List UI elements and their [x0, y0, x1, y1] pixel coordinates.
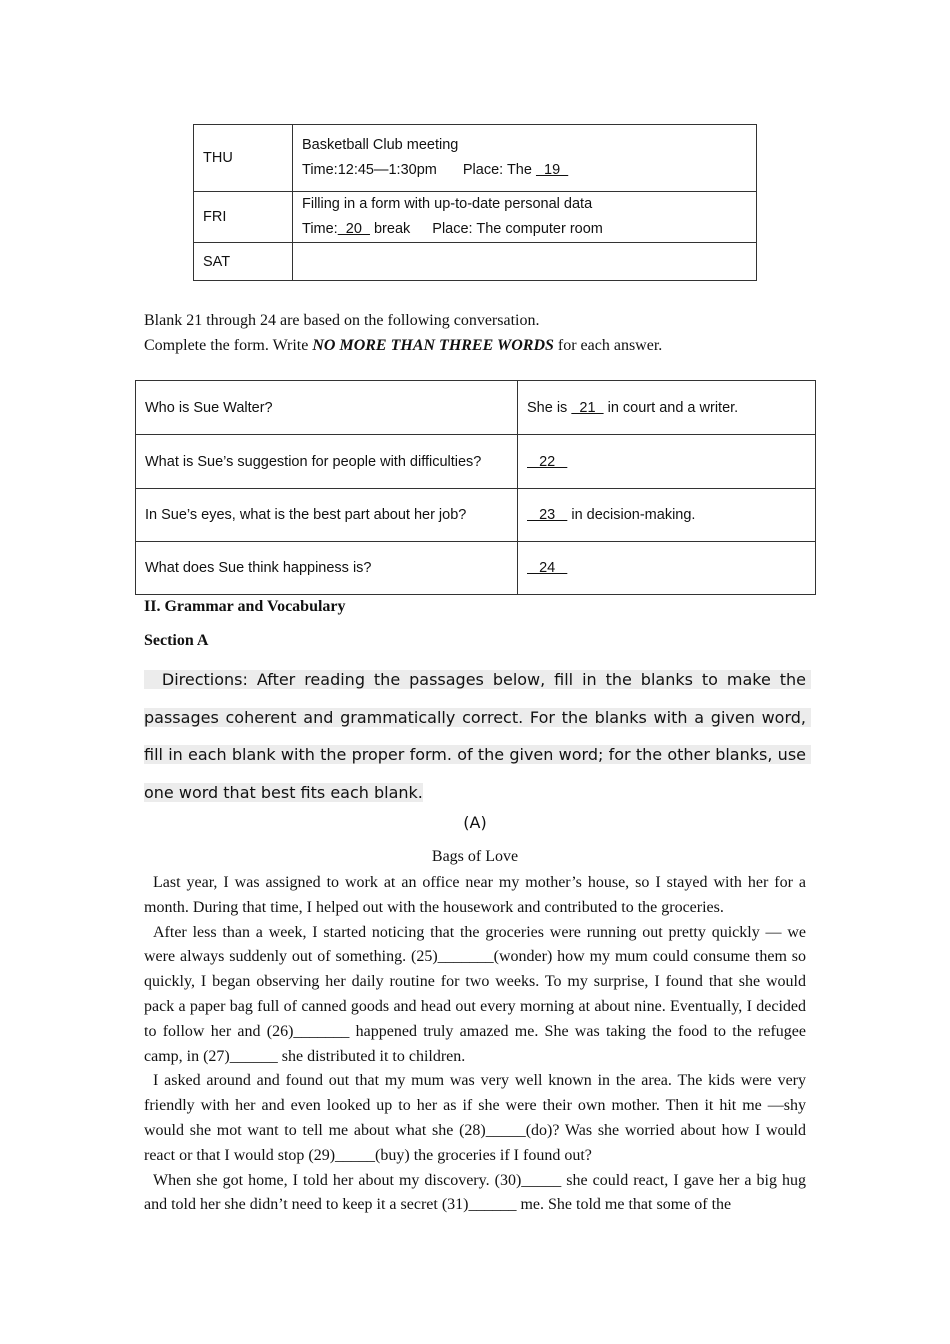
conversation-form-table	[135, 380, 816, 595]
blank-20: 20	[337, 221, 370, 237]
form-instructions	[144, 308, 806, 358]
blank-24: 24	[527, 560, 568, 576]
form-answer	[518, 489, 816, 542]
blank-22: 22	[527, 453, 568, 470]
answer-suffix: in decision-making.	[567, 507, 696, 523]
passage-paragraph: After less than a week, I started noticing that the groceries were running out pretty quickly — we were always suddenly out of something. (25)_______(wonder) how my mum could consume them so quickly, I began observing her daily routine for two weeks. To my surprise, I found that she would pack a paper bag full of canned goods and head out every morning at about nine. Eventually, I decided to follow her and (26)_______ happened truly amazed me. She was taking the food to the refugee camp, in (27)______ she distributed it to children.	[144, 923, 806, 1065]
passage-title: Bags of Love	[431, 848, 519, 865]
blank-19: 19	[535, 162, 569, 178]
passage-paragraph: When she got home, I told her about my discovery. (30)_____ she could react, I gave her a big hug and told her she didn’t need to keep it a secret (31)______ me. She told me that some of the	[144, 1171, 806, 1214]
form-row	[136, 435, 816, 489]
directions-paragraph	[144, 661, 812, 811]
event-time: Time:	[302, 221, 338, 237]
passage-body	[144, 871, 806, 1218]
form-answer	[518, 542, 816, 595]
event-details	[302, 158, 747, 183]
passage-paragraph: Last year, I was assigned to work at an office near my mother’s house, so I stayed with her for a month. During that time, I helped out with the housework and contributed to the groceries.	[144, 874, 806, 916]
instruction-emphasis: NO MORE THAN THREE WORDS	[312, 337, 554, 354]
event-place: Place: The computer room	[432, 221, 603, 237]
instruction-text-end: for each answer.	[553, 337, 663, 354]
section-subheading: Section A	[144, 632, 209, 649]
form-answer	[518, 435, 816, 489]
event-time-suffix: break	[369, 221, 411, 237]
form-question: What does Sue think happiness is?	[136, 542, 518, 595]
form-question: What is Sue’s suggestion for people with difficulties?	[136, 435, 518, 489]
form-row	[136, 542, 816, 595]
passage-paragraph: I asked around and found out that my mum was very well known in the area. The kids were very friendly with her and even looked up to her as if she were their own mother. Then it hit me —shy would she mot want to tell me about what she (28)_____(do)? Was she worried about how I would react or that I would stop (29)_____(buy) the groceries if I found out?	[144, 1072, 806, 1164]
day-cell: FRI	[194, 192, 293, 243]
form-answer	[518, 381, 816, 435]
schedule-row-fri	[194, 192, 757, 243]
event-title: Filling in a form with up-to-date personal data	[302, 196, 593, 212]
schedule-row-sat	[194, 243, 757, 281]
instruction-text: Complete the form. Write	[144, 337, 313, 354]
schedule-table	[193, 124, 757, 281]
event-place: Place: The	[462, 162, 536, 178]
event-cell	[293, 192, 757, 243]
blank-23: 23	[527, 507, 568, 523]
instruction-line-2	[144, 333, 806, 358]
blank-21: 21	[571, 399, 604, 416]
event-details	[302, 217, 747, 242]
event-time: Time:12:45—1:30pm	[302, 162, 437, 178]
directions-text: Directions: After reading the passages below, fill in the blanks to make the passages coherent and grammatically correct. For the blanks with a given word, fill in each blank with the proper form. of the given word; for the other blanks, use one word that best fits each blank.	[144, 670, 812, 802]
day-cell: SAT	[194, 243, 293, 281]
event-cell	[293, 243, 757, 281]
schedule-row-thu	[194, 125, 757, 192]
form-question: In Sue’s eyes, what is the best part about her job?	[136, 489, 518, 542]
event-title: Basketball Club meeting	[302, 137, 459, 153]
section-heading: II. Grammar and Vocabulary	[144, 598, 346, 615]
form-row	[136, 489, 816, 542]
form-row	[136, 381, 816, 435]
event-cell	[293, 125, 757, 192]
answer-suffix: in court and a writer.	[603, 399, 739, 416]
passage-label: (A)	[463, 813, 487, 832]
answer-prefix: She is	[527, 399, 572, 416]
form-question: Who is Sue Walter?	[136, 381, 518, 435]
day-cell: THU	[194, 125, 293, 192]
instruction-line-1: Blank 21 through 24 are based on the following conversation.	[144, 312, 540, 329]
